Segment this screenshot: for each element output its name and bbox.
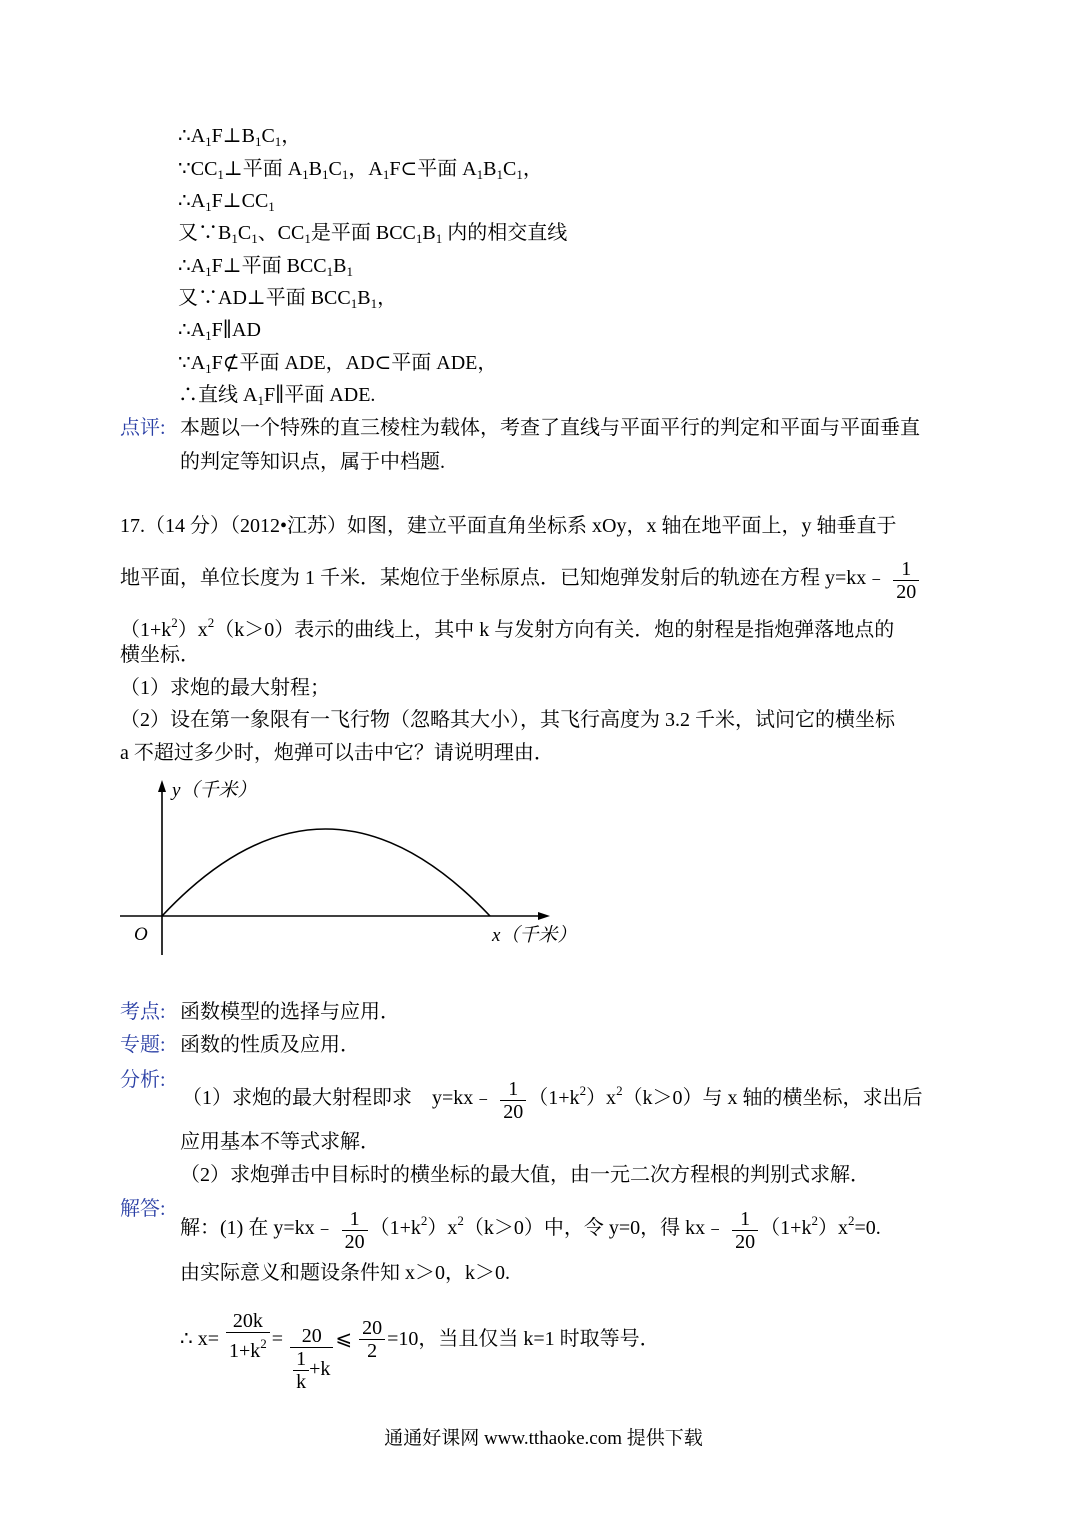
review-label: 点评: xyxy=(120,417,166,439)
proof-line-7: $\therefore A_1F\parallel AD$ xyxy=(178,319,261,343)
proof-line-9: ∴直线 $A_1F\parallel$平面 ADE. xyxy=(178,384,376,408)
proof-line-6: 又∵AD⊥平面 $BCC_1B_1$， xyxy=(178,287,398,311)
fraction-20-over-sum: 20 $\frac{1}{k}$ +k xyxy=(290,1325,333,1393)
fraction-1-20: $\frac{1}{20}$ xyxy=(342,1208,368,1253)
fraction-1-20: $\frac{1}{20}$ xyxy=(732,1208,758,1253)
problem-line-2: 地平面，单位长度为 1 千米．某炮位于坐标原点．已知炮弹发射后的轨迹在方程 y=kx﹣ $\frac{1}{20}$ xyxy=(120,558,921,603)
y-axis-label: y（千米） xyxy=(172,780,257,801)
y-axis-arrow xyxy=(158,780,166,792)
proof-line-2: $\because CC_1\perp$平面 $A_1B_1C_1$，$A_1F\subset$平面 $A_1B_1C_1$， xyxy=(178,158,543,182)
x-axis-label: x（千米） xyxy=(492,925,577,946)
origin-label: O xyxy=(134,924,148,945)
question-1: （1）求炮的最大射程； xyxy=(120,677,330,699)
fenxi-line-3: （2）求炮弹击中目标时的横坐标的最大值，由一元二次方程根的判别式求解． xyxy=(180,1164,870,1186)
question-2: （2）设在第一象限有一飞行物（忽略其大小），其飞行高度为 3.2 千米，试问它的横坐标 xyxy=(120,709,895,731)
problem-line-1: 17.（14 分）（2012•江苏）如图，建立平面直角坐标系 xOy，x 轴在地平面上，y 轴垂直于 xyxy=(120,515,897,537)
zhuanti-label: 专题: xyxy=(120,1034,166,1056)
review-text-1: 本题以一个特殊的直三棱柱为载体，考查了直线与平面平行的判定和平面与平面垂直 xyxy=(180,417,920,439)
fraction-20k: $\frac{20k}{1+k^2}$ xyxy=(226,1310,270,1362)
fraction-1-20: $\frac{1}{20}$ xyxy=(500,1078,526,1123)
fenxi-line-2: 应用基本不等式求解． xyxy=(180,1131,380,1153)
fraction-20-2: $\frac{20}{2}$ xyxy=(359,1317,385,1362)
question-2-cont: a 不超过多少时，炮弹可以击中它？请说明理由． xyxy=(120,742,554,764)
review-text-2: 的判定等知识点，属于中档题. xyxy=(180,451,445,473)
fenxi-line-1: （1）求炮的最大射程即求 y=kx﹣ $\frac{1}{20}$ $(1+k^2)x^2(k>0)$与 x 轴的横坐标，求出后 xyxy=(182,1078,923,1123)
x-axis-arrow xyxy=(538,912,550,920)
proof-line-1: $\therefore A_1F\perp B_1C_1$， xyxy=(178,125,302,149)
jieda-line-1: 解：(1) 在 y=kx﹣ $\frac{1}{20}$ $(1+k^2)x^2(k>0)$中，令 y=0，得 kx﹣ $\frac{1}{20}$ $(1+k^2)x^2=0$. xyxy=(180,1208,881,1253)
proof-line-8: $\because A_1F⊄$平面 ADE，AD⊂平面 ADE， xyxy=(178,352,498,376)
proof-line-4: 又$\because B_1C_1$、$CC_1$是平面 $BCC_1B_1$ 内的相交直线 xyxy=(178,222,568,246)
proof-line-5: $\therefore A_1F\perp$平面 $BCC_1B_1$ xyxy=(178,255,353,279)
problem-line-4: 横坐标． xyxy=(120,644,200,666)
fenxi-label: 分析: xyxy=(120,1069,166,1091)
jieda-line-3: ∴ x= $\frac{20k}{1+k^2}$ = 20 $\frac{1}{k}$ +k ⩽ $\frac{20}{2}$ =10，当且仅当 k=1 时取等号． xyxy=(180,1310,660,1393)
kaodian-text: 函数模型的选择与应用． xyxy=(180,1001,400,1023)
trajectory-curve xyxy=(162,829,490,916)
problem-line-3: $(1+k^2)x^2(k>0)$表示的曲线上，其中 k 与发射方向有关．炮的射程是指炮弹落地点的 xyxy=(120,615,895,641)
jieda-label: 解答: xyxy=(120,1198,166,1220)
fraction-1-20: $\frac{1}{20}$ xyxy=(893,558,919,603)
kaodian-label: 考点: xyxy=(120,1001,166,1023)
trajectory-figure xyxy=(110,770,590,970)
zhuanti-text: 函数的性质及应用． xyxy=(180,1034,360,1056)
jieda-line-2: 由实际意义和题设条件知 x＞0，k＞0. xyxy=(180,1262,510,1284)
proof-line-3: $\therefore A_1F\perp CC_1$ xyxy=(178,190,275,214)
page-footer: 通通好课网 www.tthaoke.com 提供下载 xyxy=(384,1428,703,1449)
